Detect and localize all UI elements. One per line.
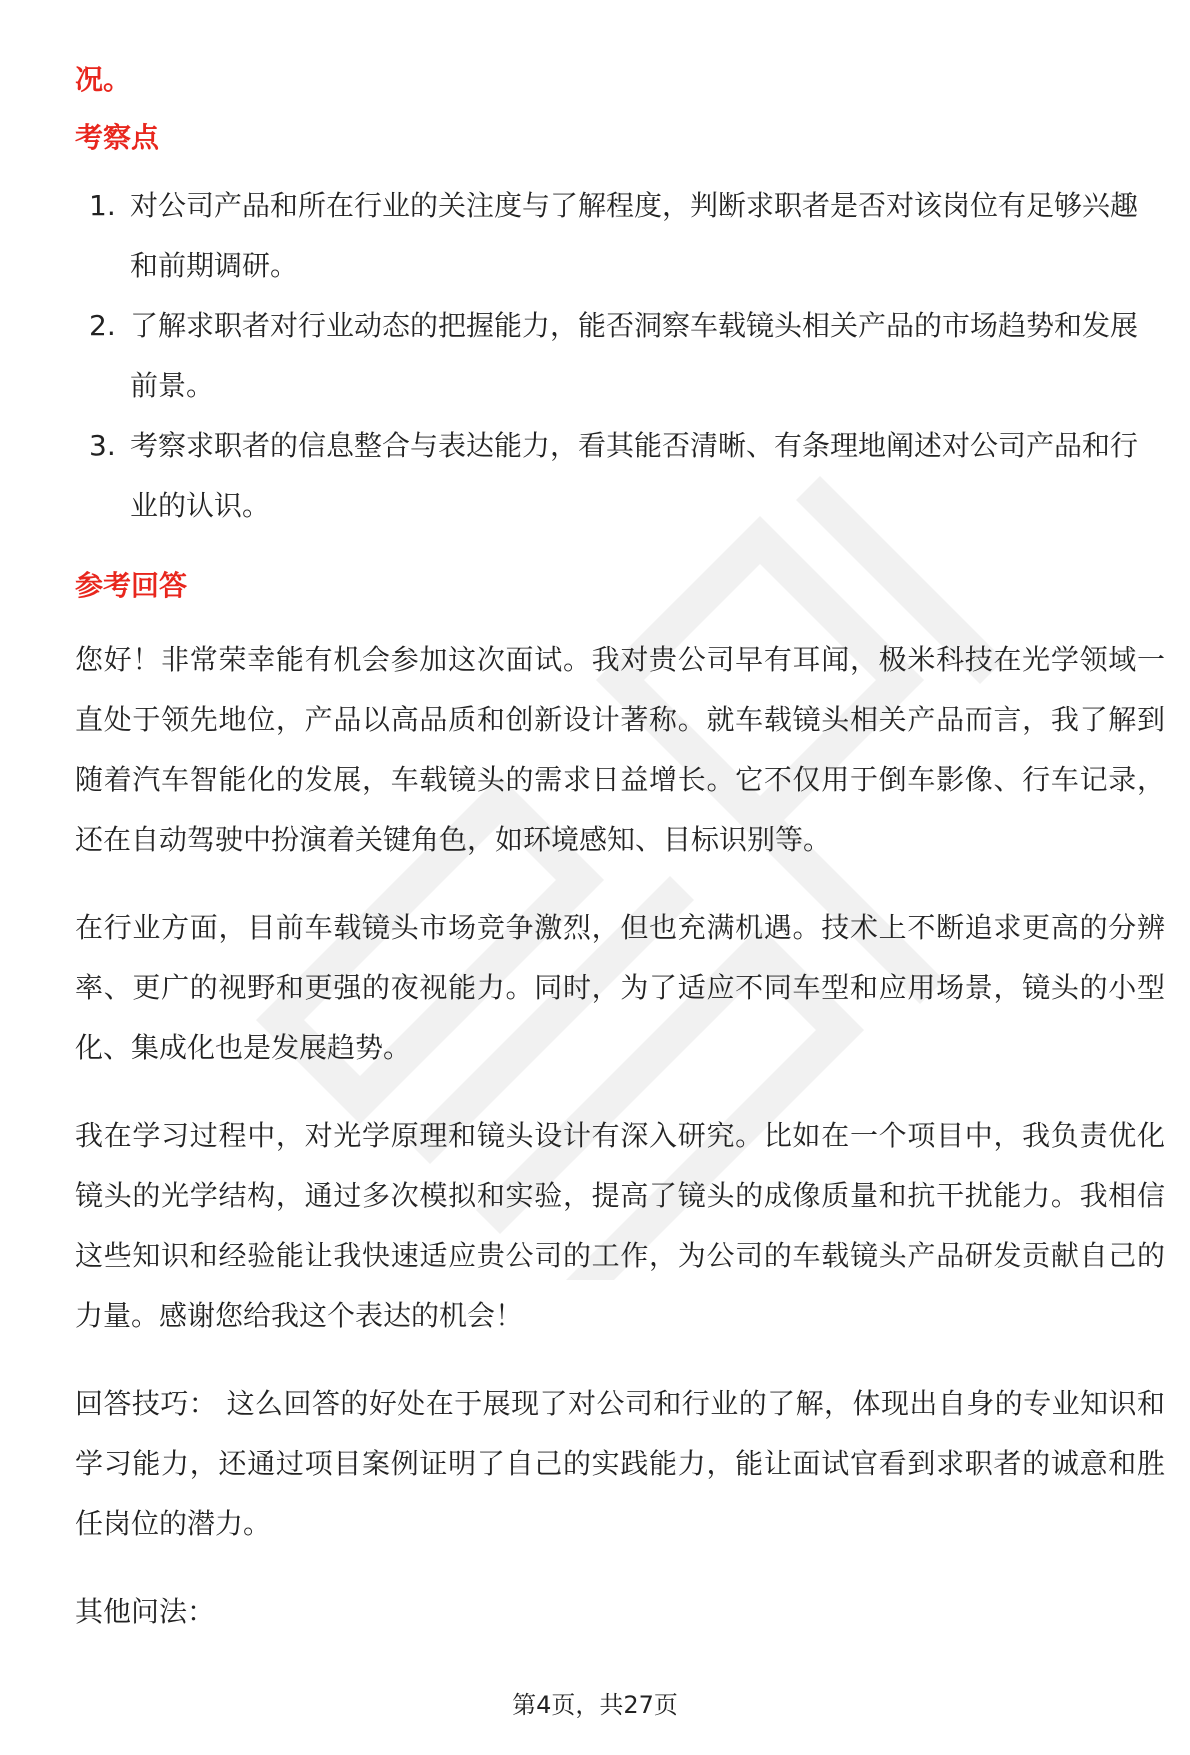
continuation-text: 况。 <box>75 63 132 96</box>
list-item <box>75 416 1165 536</box>
examination-points-list <box>75 176 1165 536</box>
answer-paragraph: 在行业方面，目前车载镜头市场竞争激烈，但也充满机遇。技术上不断追求更高的分辨率、更广的视野和更强的夜视能力。同时，为了适应不同车型和应用场景，镜头的小型化、集成化也是发展趋势。 <box>75 911 1165 1064</box>
list-item <box>75 296 1165 416</box>
list-item-text: 了解求职者对行业动态的把握能力，能否洞察车载镜头相关产品的市场趋势和发展前景。 <box>130 309 1139 402</box>
list-item <box>75 176 1165 296</box>
list-item-number: 1. <box>89 189 116 222</box>
answer-paragraph: 您好！非常荣幸能有机会参加这次面试。我对贵公司早有耳闻，极米科技在光学领域一直处于领先地位，产品以高品质和创新设计著称。就车载镜头相关产品而言，我了解到随着汽车智能化的发展，车载镜头的需求日益增长。它不仅用于倒车影像、行车记录，还在自动驾驶中扮演着关键角色，如环境感知、目标识别等。 <box>75 643 1165 856</box>
list-item-number: 2. <box>89 309 116 342</box>
other-questions-label: 其他问法： <box>75 1595 216 1628</box>
list-item-text: 考察求职者的信息整合与表达能力，看其能否清晰、有条理地阐述对公司产品和行业的认识。 <box>130 429 1139 522</box>
answer-tips: 回答技巧： 这么回答的好处在于展现了对公司和行业的了解，体现出自身的专业知识和学习能力，还通过项目案例证明了自己的实践能力，能让面试官看到求职者的诚意和胜任岗位的潜力。 <box>75 1387 1165 1540</box>
list-item-number: 3. <box>89 429 116 462</box>
answer-heading: 参考回答 <box>75 569 188 602</box>
page-content <box>75 48 1165 1642</box>
answer-paragraph: 我在学习过程中，对光学原理和镜头设计有深入研究。比如在一个项目中，我负责优化镜头的光学结构，通过多次模拟和实验，提高了镜头的成像质量和抗干扰能力。我相信这些知识和经验能让我快速适应贵公司的工作，为公司的车载镜头产品研发贡献自己的力量。感谢您给我这个表达的机会！ <box>75 1119 1165 1332</box>
page-footer: 第4页，共27页 <box>512 1691 678 1719</box>
examination-heading: 考察点 <box>75 121 160 154</box>
list-item-text: 对公司产品和所在行业的关注度与了解程度，判断求职者是否对该岗位有足够兴趣和前期调研。 <box>130 189 1139 282</box>
